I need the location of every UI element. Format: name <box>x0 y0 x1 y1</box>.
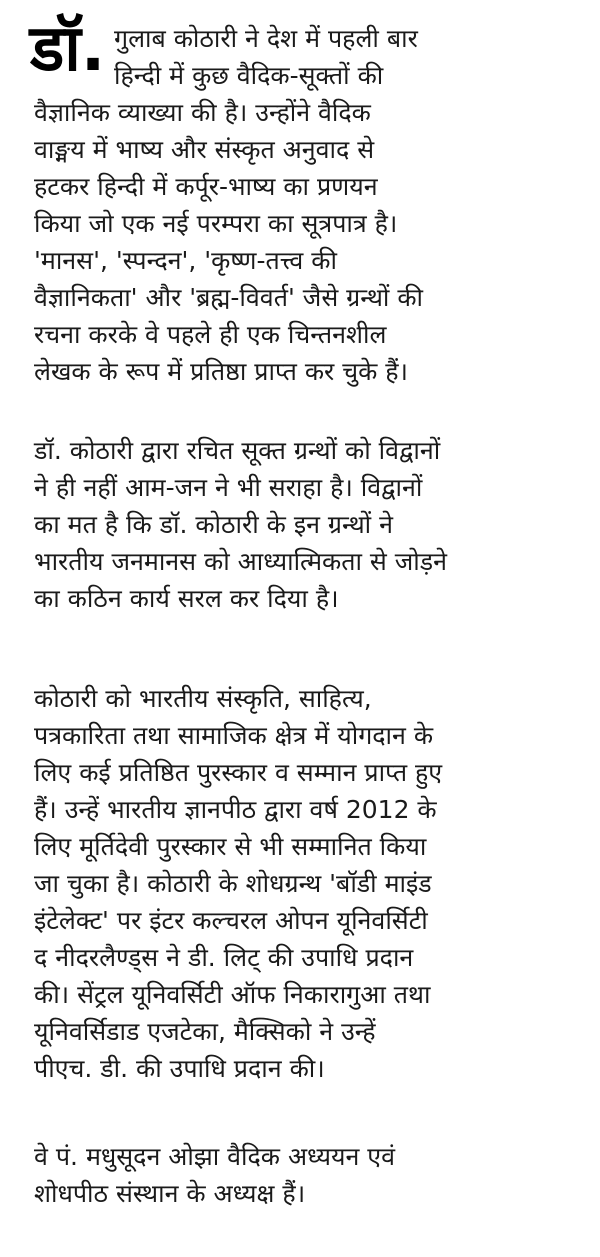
text-line: इंटेलेक्ट' पर इंटर कल्चरल ओपन यूनिवर्सिटी <box>34 906 428 935</box>
text-line: लेखक के रूप में प्रतिष्ठा प्राप्त कर चुके हैं। <box>34 357 409 386</box>
text-line: लिए मूर्तिदेवी पुरस्कार से भी सम्मानित किया <box>34 832 427 861</box>
text-line: वे पं. मधुसूदन ओझा वैदिक अध्ययन एवं <box>34 1142 396 1171</box>
text-line: रचना करके वे पहले ही एक चिन्तनशील <box>34 320 387 349</box>
intro-lines <box>114 20 584 94</box>
text-line: ने ही नहीं आम-जन ने भी सराहा है। विद्वानों <box>34 473 423 502</box>
text-line: हैं। उन्हें भारतीय ज्ञानपीठ द्वारा वर्ष 2012 के <box>34 795 437 824</box>
text-line: हटकर हिन्दी में कर्पूर-भाष्य का प्रणयन <box>34 172 378 201</box>
text-line: वैज्ञानिक व्याख्या की है। उन्होंने वैदिक <box>34 98 371 127</box>
paragraph-2 <box>34 432 574 617</box>
text-line: भारतीय जनमानस को आध्यात्मिकता से जोड़ने <box>34 547 448 576</box>
paragraph-3 <box>34 680 574 1087</box>
text-line: शोधपीठ संस्थान के अध्यक्ष हैं। <box>34 1179 306 1208</box>
text-line: 'मानस', 'स्पन्दन', 'कृष्ण-तत्त्व की <box>34 246 337 275</box>
text-line: वैज्ञानिकता' और 'ब्रह्म-विवर्त' जैसे ग्रन्थों की <box>34 283 424 312</box>
text-line: पीएच. डी. की उपाधि प्रदान की। <box>34 1054 325 1083</box>
text-line: का कठिन कार्य सरल कर दिया है। <box>34 584 339 613</box>
paragraph-1 <box>34 94 574 390</box>
text-line: हिन्दी में कुछ वैदिक-सूक्तों की <box>114 61 384 90</box>
text-line: डॉ. कोठारी द्वारा रचित सूक्त ग्रन्थों को विद्वानों <box>34 436 441 465</box>
text-line: गुलाब कोठारी ने देश में पहली बार <box>114 24 418 53</box>
paragraph-4 <box>34 1138 574 1212</box>
text-line: किया जो एक नई परम्परा का सूत्रपात्र है। <box>34 209 398 238</box>
text-line: का मत है कि डॉ. कोठारी के इन ग्रन्थों ने <box>34 510 393 539</box>
text-line: की। सेंट्रल यूनिवर्सिटी ऑफ निकारागुआ तथा <box>34 980 431 1009</box>
text-line: वाङ्मय में भाष्य और संस्कृत अनुवाद से <box>34 135 375 164</box>
text-line: कोठारी को भारतीय संस्कृति, साहित्य, <box>34 684 372 713</box>
text-line: लिए कई प्रतिष्ठित पुरस्कार व सम्मान प्राप्त हुए <box>34 758 443 787</box>
text-line: पत्रकारिता तथा सामाजिक क्षेत्र में योगदान के <box>34 721 434 750</box>
text-line: द नीदरलैण्ड्स ने डी. लिट् की उपाधि प्रदान <box>34 943 414 972</box>
text-line: यूनिवर्सिडाड एजटेका, मैक्सिको ने उन्हें <box>34 1017 376 1046</box>
drop-cap-title: डॉ. <box>30 12 106 86</box>
text-line: जा चुका है। कोठारी के शोधग्रन्थ 'बॉडी माइंड <box>34 869 432 898</box>
